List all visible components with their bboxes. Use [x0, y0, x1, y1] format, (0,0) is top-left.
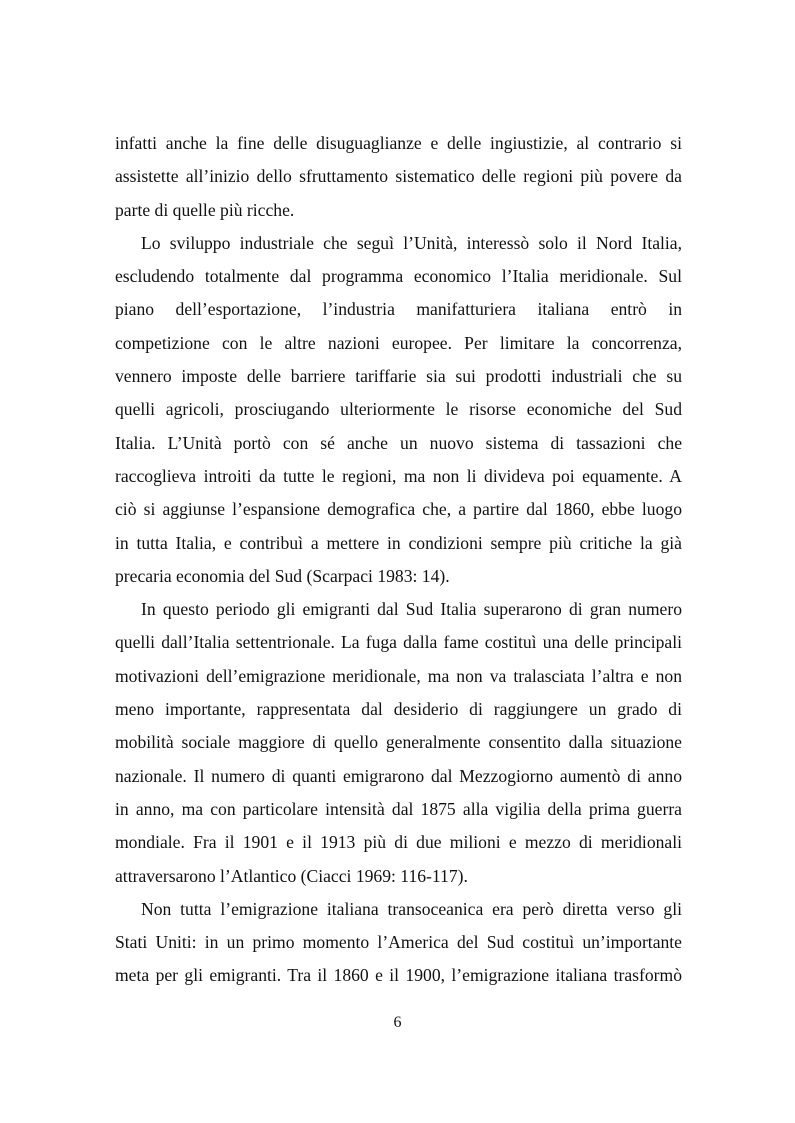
text-line: nazionale. Il numero di quanti emigrarono dal Mezzogiorno aumentò di anno — [115, 765, 682, 786]
text-line: ciò si aggiunse l’espansione demografica che, a partire dal 1860, ebbe luogo — [115, 499, 682, 520]
text-line: infatti anche la fine delle disuguaglianze e delle ingiustizie, al contrario si — [115, 133, 682, 153]
text-line: motivazioni dell’emigrazione meridionale, ma non va tralasciata l’altra e non — [115, 665, 682, 686]
text-line: in tutta Italia, e contribuì a mettere in condizioni sempre più critiche la già — [115, 532, 682, 553]
text-line: Italia. L’Unità portò con sé anche un nuovo sistema di tassazioni che — [115, 432, 682, 453]
text-line: precaria economia del Sud (Scarpaci 1983: 14). — [115, 565, 450, 586]
text-line: raccoglieva introiti da tutte le regioni, ma non li divideva poi equamente. A — [115, 465, 682, 486]
text-line: escludendo totalmente dal programma economico l’Italia meridionale. Sul — [115, 266, 682, 287]
paragraph-first-line: In questo periodo gli emigranti dal Sud Italia superarono di gran numero — [141, 599, 682, 620]
body-text — [115, 127, 682, 993]
text-line: quelli dall’Italia settentrionale. La fuga dalla fame costituì una delle principali — [115, 632, 682, 653]
text-line: competizione con le altre nazioni europee. Per limitare la concorrenza, — [115, 332, 682, 353]
text-line: vennero imposte delle barriere tariffarie sia sui prodotti industriali che su — [115, 366, 682, 387]
text-line: assistette all’inizio dello sfruttamento sistematico delle regioni più povere da — [115, 166, 682, 187]
text-line: attraversarono l’Atlantico (Ciacci 1969: 116-117). — [115, 865, 468, 886]
text-line: parte di quelle più ricche. — [115, 199, 295, 220]
text-line: meno importante, rappresentata dal desiderio di raggiungere un grado di — [115, 699, 682, 720]
text-line: Stati Uniti: in un primo momento l’America del Sud costituì un’importante — [115, 932, 682, 953]
text-line: piano dell’esportazione, l’industria manifatturiera italiana entrò in — [115, 299, 682, 320]
text-line: quelli agricoli, prosciugando ulteriormente le risorse economiche del Sud — [115, 399, 682, 420]
paragraph-first-line: Lo sviluppo industriale che seguì l’Unità, interessò solo il Nord Italia, — [141, 232, 682, 253]
text-line: meta per gli emigranti. Tra il 1860 e il 1900, l’emigrazione italiana trasformò — [115, 965, 682, 986]
text-line: mondiale. Fra il 1901 e il 1913 più di due milioni e mezzo di meridionali — [115, 832, 682, 853]
text-line: in anno, ma con particolare intensità dal 1875 alla vigilia della prima guerra — [115, 798, 682, 819]
page-number: 6 — [393, 1014, 402, 1031]
paragraph-first-line: Non tutta l’emigrazione italiana transoceanica era però diretta verso gli — [141, 898, 682, 919]
text-line: mobilità sociale maggiore di quello generalmente consentito dalla situazione — [115, 732, 682, 753]
